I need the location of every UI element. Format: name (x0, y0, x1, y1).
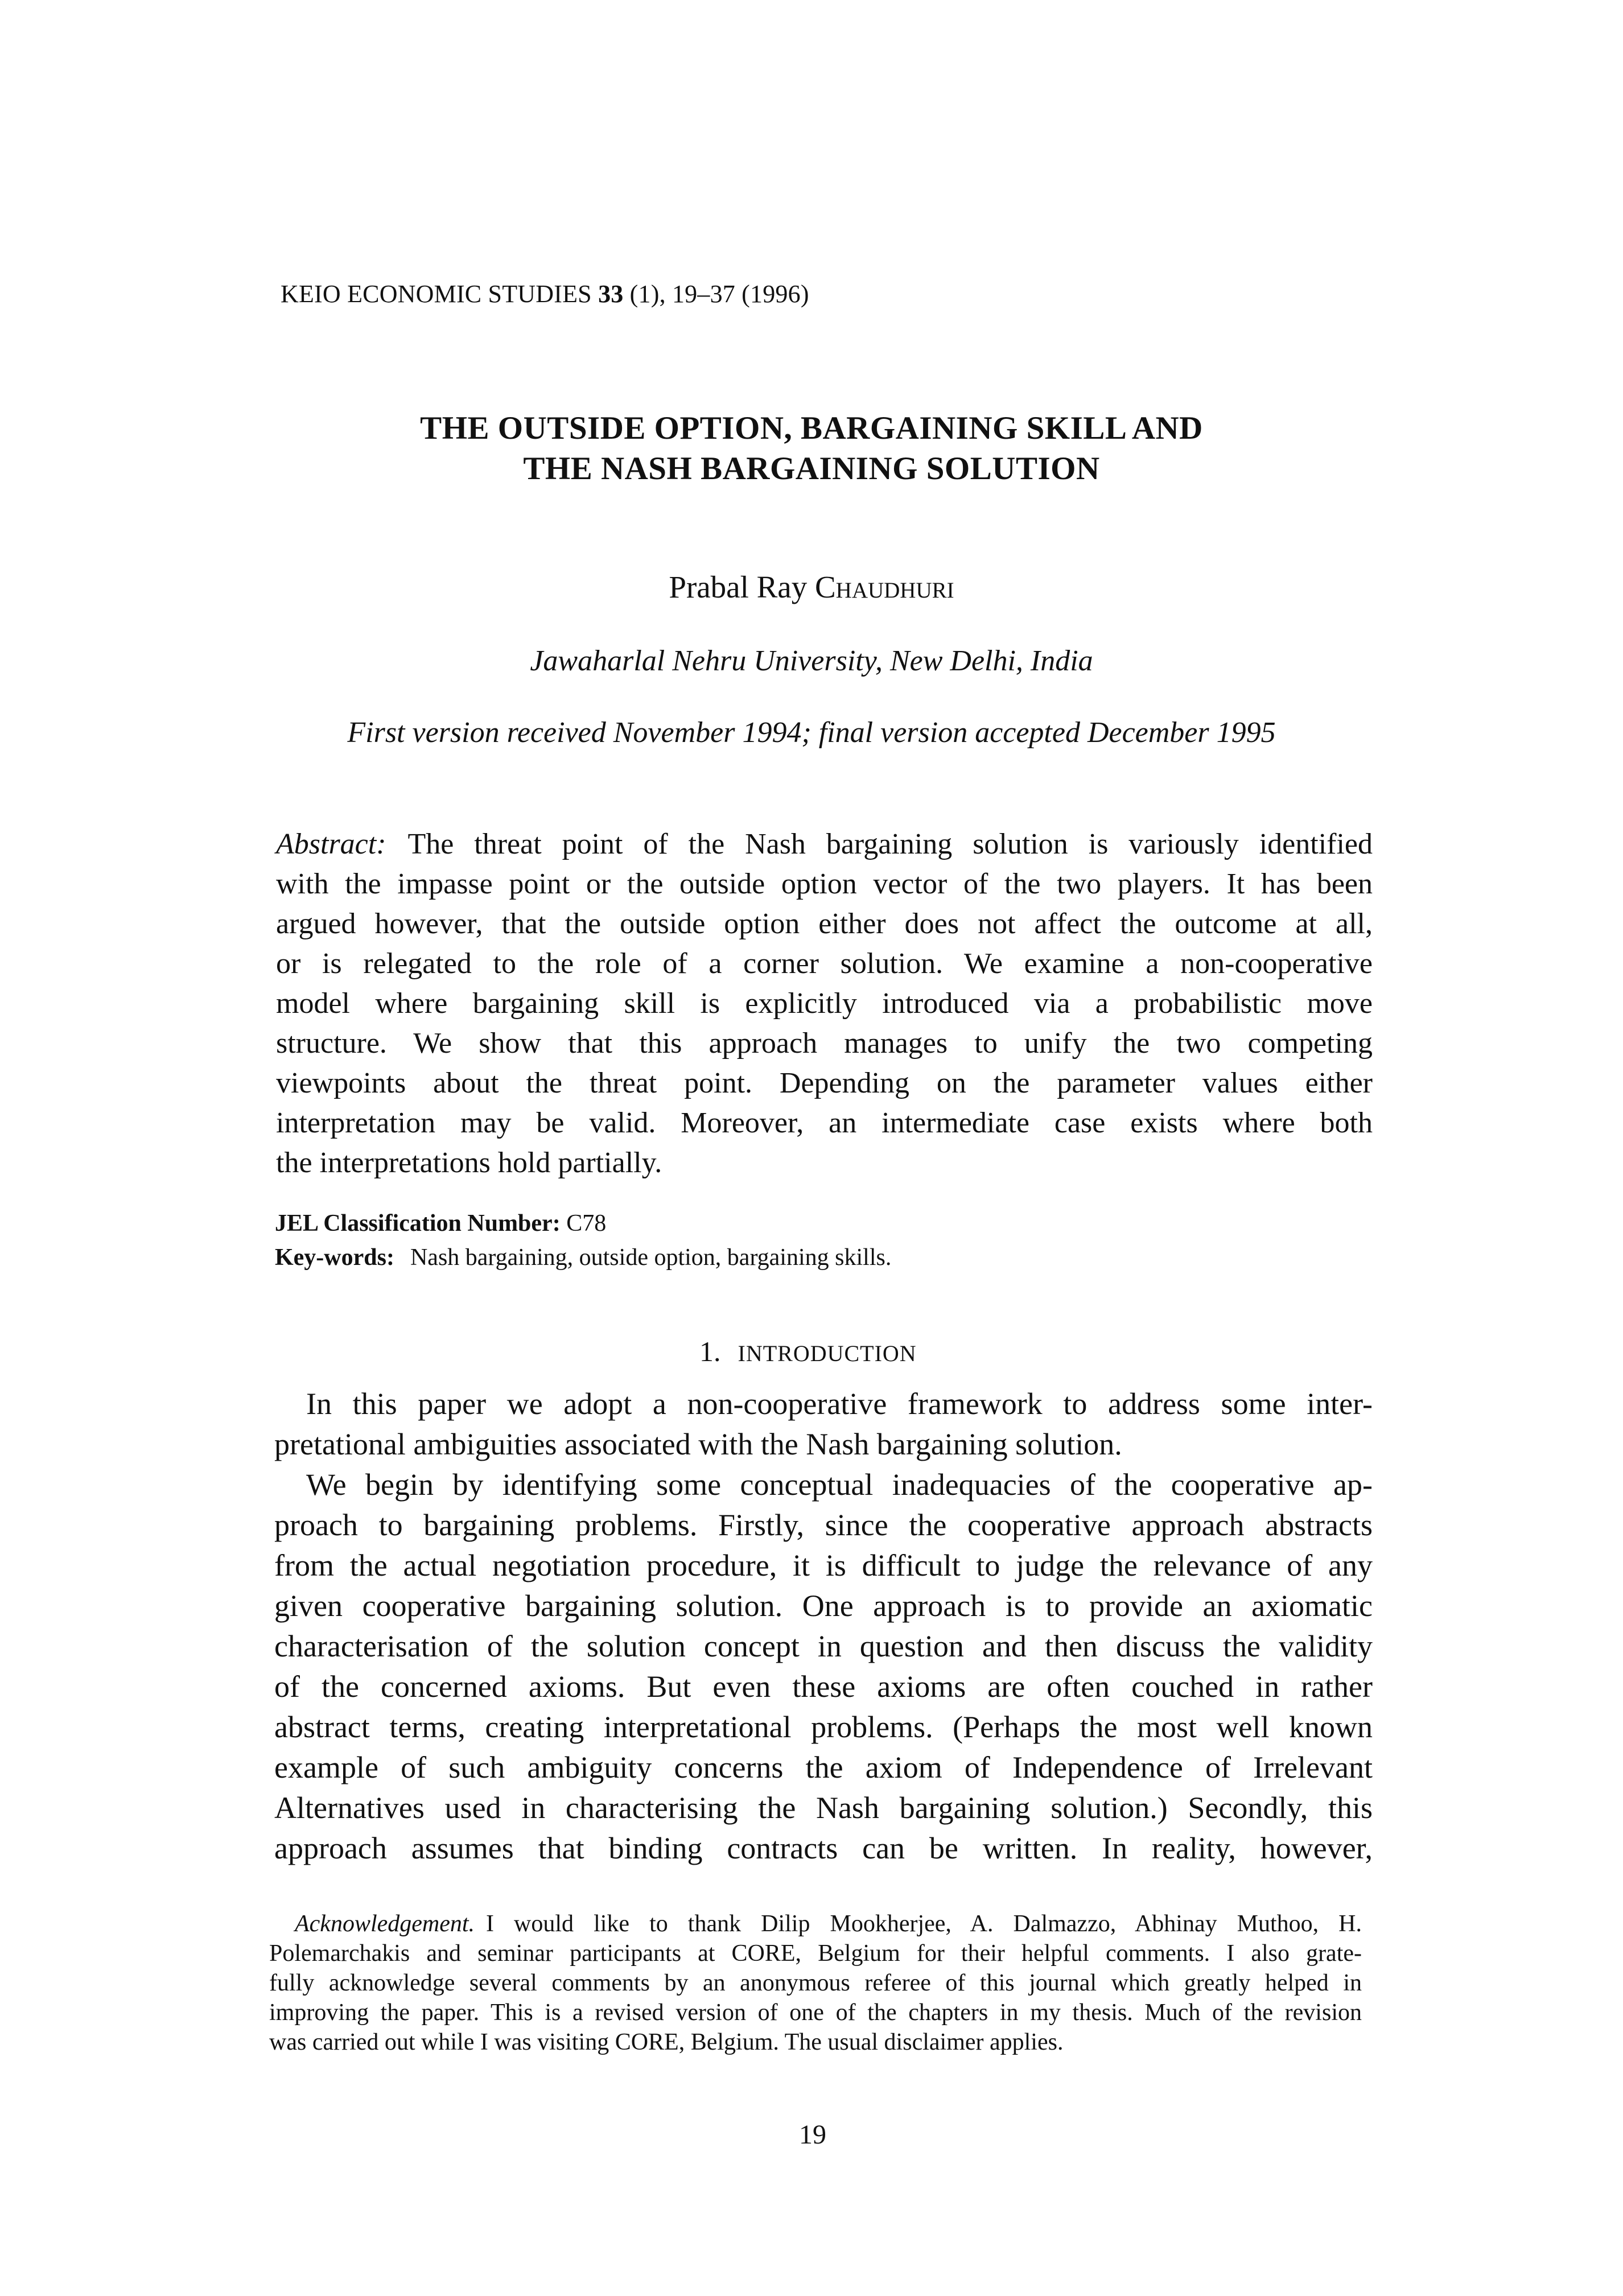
journal-name: KEIO ECONOMIC STUDIES (281, 280, 592, 308)
abstract-line: Abstract: The threat point of the Nash bargaining solution is variously identified (276, 828, 1373, 860)
keywords (275, 1240, 891, 1275)
body-line: proach to bargaining problems. Firstly, since the cooperative approach abstracts (274, 1508, 1373, 1542)
author-affiliation: Jawaharlal Nehru University, New Delhi, India (530, 645, 1093, 677)
jel-label: JEL Classification Number: (275, 1210, 561, 1236)
footnote-line: was carried out while I was visiting CORE, Belgium. The usual disclaimer applies. (269, 2029, 1064, 2055)
footnote-line: fully acknowledge several comments by an anonymous referee of this journal which greatly helped in (269, 1970, 1362, 1996)
author-given-name: Prabal Ray (669, 570, 808, 604)
abstract-line: or is relegated to the role of a corner solution. We examine a non-cooperative (276, 947, 1373, 980)
abstract-line: with the impasse point or the outside option vector of the two players. It has been (276, 868, 1373, 900)
abstract-line: viewpoints about the threat point. Depending on the parameter values either (276, 1067, 1373, 1099)
journal-issue-pages-year: (1), 19–37 (1996) (629, 280, 809, 308)
body-line: given cooperative bargaining solution. One approach is to provide an axiomatic (274, 1589, 1373, 1623)
section-number: 1. (699, 1335, 721, 1367)
abstract-line: model where bargaining skill is explicitly introduced via a probabilistic move (276, 987, 1373, 1020)
paper-title-line-2: THE NASH BARGAINING SOLUTION (523, 451, 1100, 487)
author-family-name: Chaudhuri (814, 570, 954, 604)
abstract-label: Abstract: (276, 828, 386, 860)
abstract-line: structure. We show that this approach manages to unify the two competing (276, 1027, 1373, 1060)
body-line: characterisation of the solution concept in question and then discuss the validity (274, 1629, 1373, 1663)
footnote-line: Polemarchakis and seminar participants at CORE, Belgium for their helpful comments. I also grate- (269, 1940, 1362, 1967)
received-dates: First version received November 1994; final version accepted December 1995 (347, 716, 1276, 749)
abstract-line: the interpretations hold partially. (276, 1147, 662, 1179)
abstract-line: argued however, that the outside option either does not affect the outcome at all, (276, 908, 1373, 940)
body-line: of the concerned axioms. But even these axioms are often couched in rather (274, 1670, 1373, 1704)
footnote-label: Acknowledgement. (295, 1911, 475, 1937)
footnote-line: improving the paper. This is a revised version of one of the chapters in my thesis. Much of the revision (269, 2000, 1362, 2026)
jel-classification (275, 1206, 606, 1240)
body-line: approach assumes that binding contracts can be written. In reality, however, (274, 1831, 1373, 1865)
jel-value: C78 (566, 1210, 607, 1236)
section-title: INTRODUCTION (738, 1341, 917, 1366)
author-name (0, 569, 1623, 605)
footnote-line: Acknowledgement. I would like to thank Dilip Mookherjee, A. Dalmazzo, Abhinay Muthoo, H. (295, 1911, 1362, 1937)
body-line: We begin by identifying some conceptual inadequacies of the cooperative ap- (306, 1468, 1373, 1502)
paper-title-line-1: THE OUTSIDE OPTION, BARGAINING SKILL AND (420, 410, 1203, 446)
body-line: from the actual negotiation procedure, it is difficult to judge the relevance of any (274, 1548, 1373, 1582)
body-line: In this paper we adopt a non-cooperative framework to address some inter- (306, 1387, 1373, 1421)
keywords-label: Key-words: (275, 1244, 394, 1271)
journal-volume: 33 (598, 280, 624, 308)
abstract-line: interpretation may be valid. Moreover, an intermediate case exists where both (276, 1107, 1373, 1139)
body-line: abstract terms, creating interpretational problems. (Perhaps the most well known (274, 1710, 1373, 1744)
body-line: pretational ambiguities associated with the Nash bargaining solution. (274, 1427, 1122, 1461)
page-number: 19 (799, 2120, 826, 2150)
keywords-value: Nash bargaining, outside option, bargaining skills. (410, 1244, 892, 1271)
section-heading-introduction (699, 1334, 917, 1371)
body-line: example of such ambiguity concerns the axiom of Independence of Irrelevant (274, 1750, 1373, 1784)
running-header (281, 280, 809, 308)
body-line: Alternatives used in characterising the Nash bargaining solution.) Secondly, this (274, 1791, 1373, 1825)
